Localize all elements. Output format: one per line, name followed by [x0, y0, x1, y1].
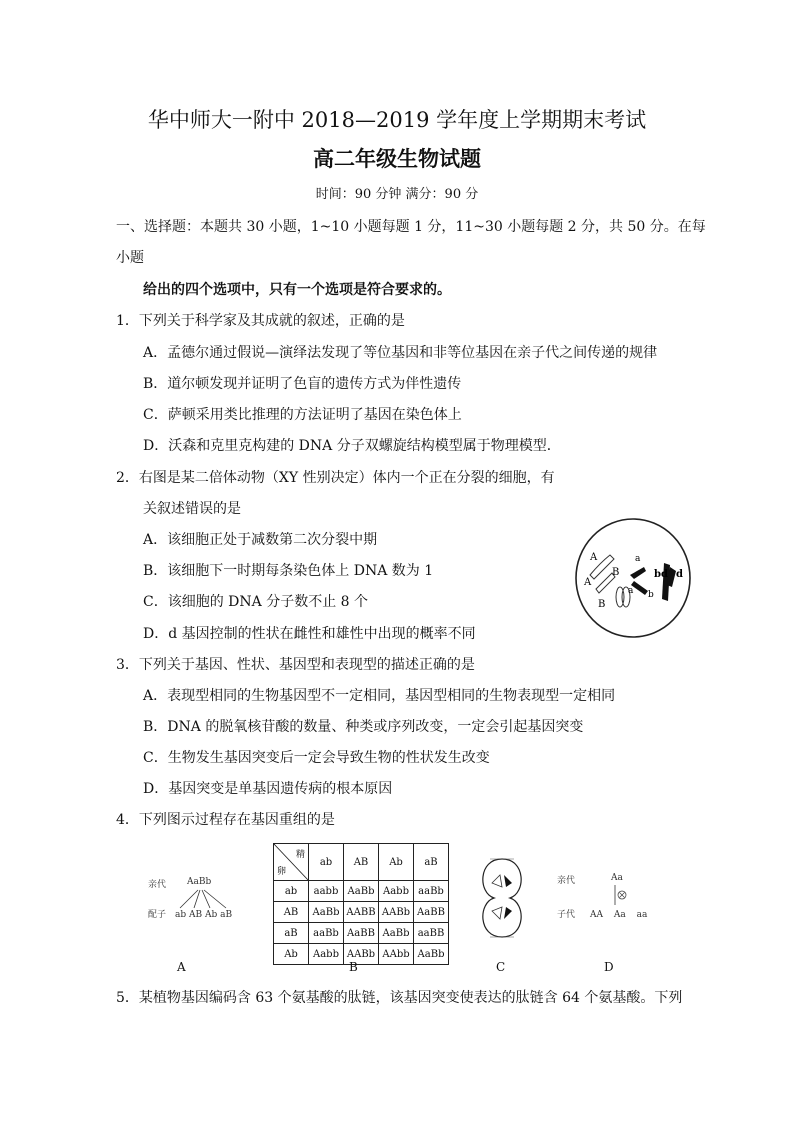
q4-figB-corner-bottom: 卵 — [277, 867, 287, 877]
q4-figB-cell: AaBB — [344, 923, 379, 944]
q2-label-b: b — [648, 590, 654, 600]
q1-stem: 1．下列关于科学家及其成就的叙述，正确的是 — [116, 313, 405, 329]
q4-figD-parent: Aa — [611, 873, 623, 883]
q4-figB-header-cell: AB — [344, 844, 379, 881]
q4-figB-header-cell: Ab — [379, 844, 414, 881]
q4-figB-cell: AaBb — [309, 902, 344, 923]
q4-figA-gamete-label: 配子 — [148, 910, 167, 920]
q2-label-B2: B — [612, 567, 620, 578]
q2-label-A: A — [590, 552, 598, 563]
q4-figB-cell: Ab — [274, 944, 309, 965]
q3-option-b: B．DNA 的脱氧核苷酸的数量、种类或序列改变，一定会引起基因突变 — [143, 719, 584, 735]
q4-figA-parent: AaBb — [187, 877, 212, 887]
q4-figD-parent-label: 亲代 — [557, 876, 576, 886]
section-instruction-line1: 一、选择题：本题共 30 小题，1~10 小题每题 1 分，11~30 小题每题 2 分，共 50 分。在每 — [116, 219, 706, 235]
section-instruction-line3: 给出的四个选项中，只有一个选项是符合要求的。 — [143, 282, 451, 298]
q2-option-d: D．d 基因控制的性状在雌性和雄性中出现的概率不同 — [143, 626, 476, 642]
q4-figB-row — [274, 923, 449, 944]
q4-figB-cell: AAbb — [379, 944, 414, 965]
q4-figC-cell — [472, 853, 532, 943]
q4-figB-cell: AABb — [379, 902, 414, 923]
q2-option-a: A．该细胞正处于减数第二次分裂中期 — [143, 532, 378, 548]
q4-figB-cell: AB — [274, 902, 309, 923]
q4-figB-row — [274, 881, 449, 902]
q4-figB-cell: AaBb — [414, 944, 449, 965]
q2-label-a2: a — [628, 586, 634, 596]
q4-figB-corner-top: 精 — [295, 850, 305, 860]
q4-figA-parent-label: 亲代 — [148, 880, 167, 890]
q4-figB-row — [274, 944, 449, 965]
q4-figB-cell: aaBb — [309, 923, 344, 944]
q2-label-a: a — [635, 554, 641, 564]
q4-figB-header-cell: aB — [414, 844, 449, 881]
exam-meta: 时间：90 分钟 满分：90 分 — [315, 187, 479, 202]
q4-figB-cell: AaBb — [379, 923, 414, 944]
q3-stem: 3．下列关于基因、性状、基因型和表现型的描述正确的是 — [116, 657, 475, 673]
q4-figB-corner — [274, 844, 309, 881]
q4-figB-punnett-table — [273, 843, 449, 965]
q4-figB-cell: aaBb — [414, 881, 449, 902]
exam-title: 华中师大一附中 2018—2019 学年度上学期期末考试 — [147, 108, 647, 132]
q4-figB-cell: AaBB — [414, 902, 449, 923]
q2-label-B: B — [598, 599, 606, 610]
q4-figB-row — [274, 902, 449, 923]
q4-figB-cell: AaBb — [344, 881, 379, 902]
q4-figB-cell: Aabb — [309, 944, 344, 965]
exam-subtitle: 高二年级生物试题 — [313, 146, 481, 171]
q4-figB-cell: aB — [274, 923, 309, 944]
q4-figA-label: A — [177, 960, 186, 974]
q2-label-A2: A — [584, 577, 592, 588]
q4-figD-self-cross-icon — [611, 885, 629, 909]
q4-figB-label: B — [349, 960, 358, 974]
q2-label-bd: bd — [654, 569, 668, 580]
q2-stem: 2．右图是某二倍体动物（XY 性别决定）体内一个正在分裂的细胞，有 — [116, 470, 555, 486]
q1-option-d: D．沃森和克里克构建的 DNA 分子双螺旋结构模型属于物理模型． — [143, 438, 561, 454]
q2-option-b: B．该细胞下一时期每条染色体上 DNA 数为 1 — [143, 563, 434, 579]
q4-figD-child-label: 子代 — [557, 910, 576, 920]
q2-stem-line2: 关叙述错误的是 — [143, 501, 241, 517]
q4-figB-cell: ab — [274, 881, 309, 902]
q4-figB-cell: aaBB — [414, 923, 449, 944]
q4-figB-cell: aabb — [309, 881, 344, 902]
q2-label-d: d — [676, 569, 683, 580]
q2-cell-figure — [572, 515, 694, 641]
q1-option-b: B．道尔顿发现并证明了色盲的遗传方式为伴性遗传 — [143, 376, 462, 392]
q4-figD-label: D — [604, 960, 614, 974]
q4-figB-cell: Aabb — [379, 881, 414, 902]
q1-option-a: A．孟德尔通过假说—演绎法发现了等位基因和非等位基因在亲子代之间传递的规律 — [143, 345, 658, 361]
q4-figB-cell: AABB — [344, 902, 379, 923]
q4-figA-gametes: ab AB Ab aB — [175, 910, 233, 920]
q3-option-c: C．生物发生基因突变后一定会导致生物的性状发生改变 — [143, 750, 490, 766]
q3-option-d: D．基因突变是单基因遗传病的根本原因 — [143, 781, 393, 797]
q4-stem: 4．下列图示过程存在基因重组的是 — [116, 812, 335, 828]
q4-figB-header-cell: ab — [309, 844, 344, 881]
q1-option-c: C．萨顿采用类比推理的方法证明了基因在染色体上 — [143, 407, 462, 423]
q4-figD-children: AA Aa aa — [590, 910, 648, 920]
q2-option-c: C．该细胞的 DNA 分子数不止 8 个 — [143, 594, 369, 610]
q4-figA-arrows — [170, 888, 240, 912]
q3-option-a: A．表现型相同的生物基因型不一定相同，基因型相同的生物表现型一定相同 — [143, 688, 616, 704]
q4-figB-cell: AABb — [344, 944, 379, 965]
q4-figC-label: C — [496, 960, 506, 974]
section-instruction-line2: 小题 — [116, 250, 144, 266]
q5-stem: 5．某植物基因编码含 63 个氨基酸的肽链，该基因突变使表达的肽链含 64 个氨基酸。下列 — [116, 990, 683, 1006]
